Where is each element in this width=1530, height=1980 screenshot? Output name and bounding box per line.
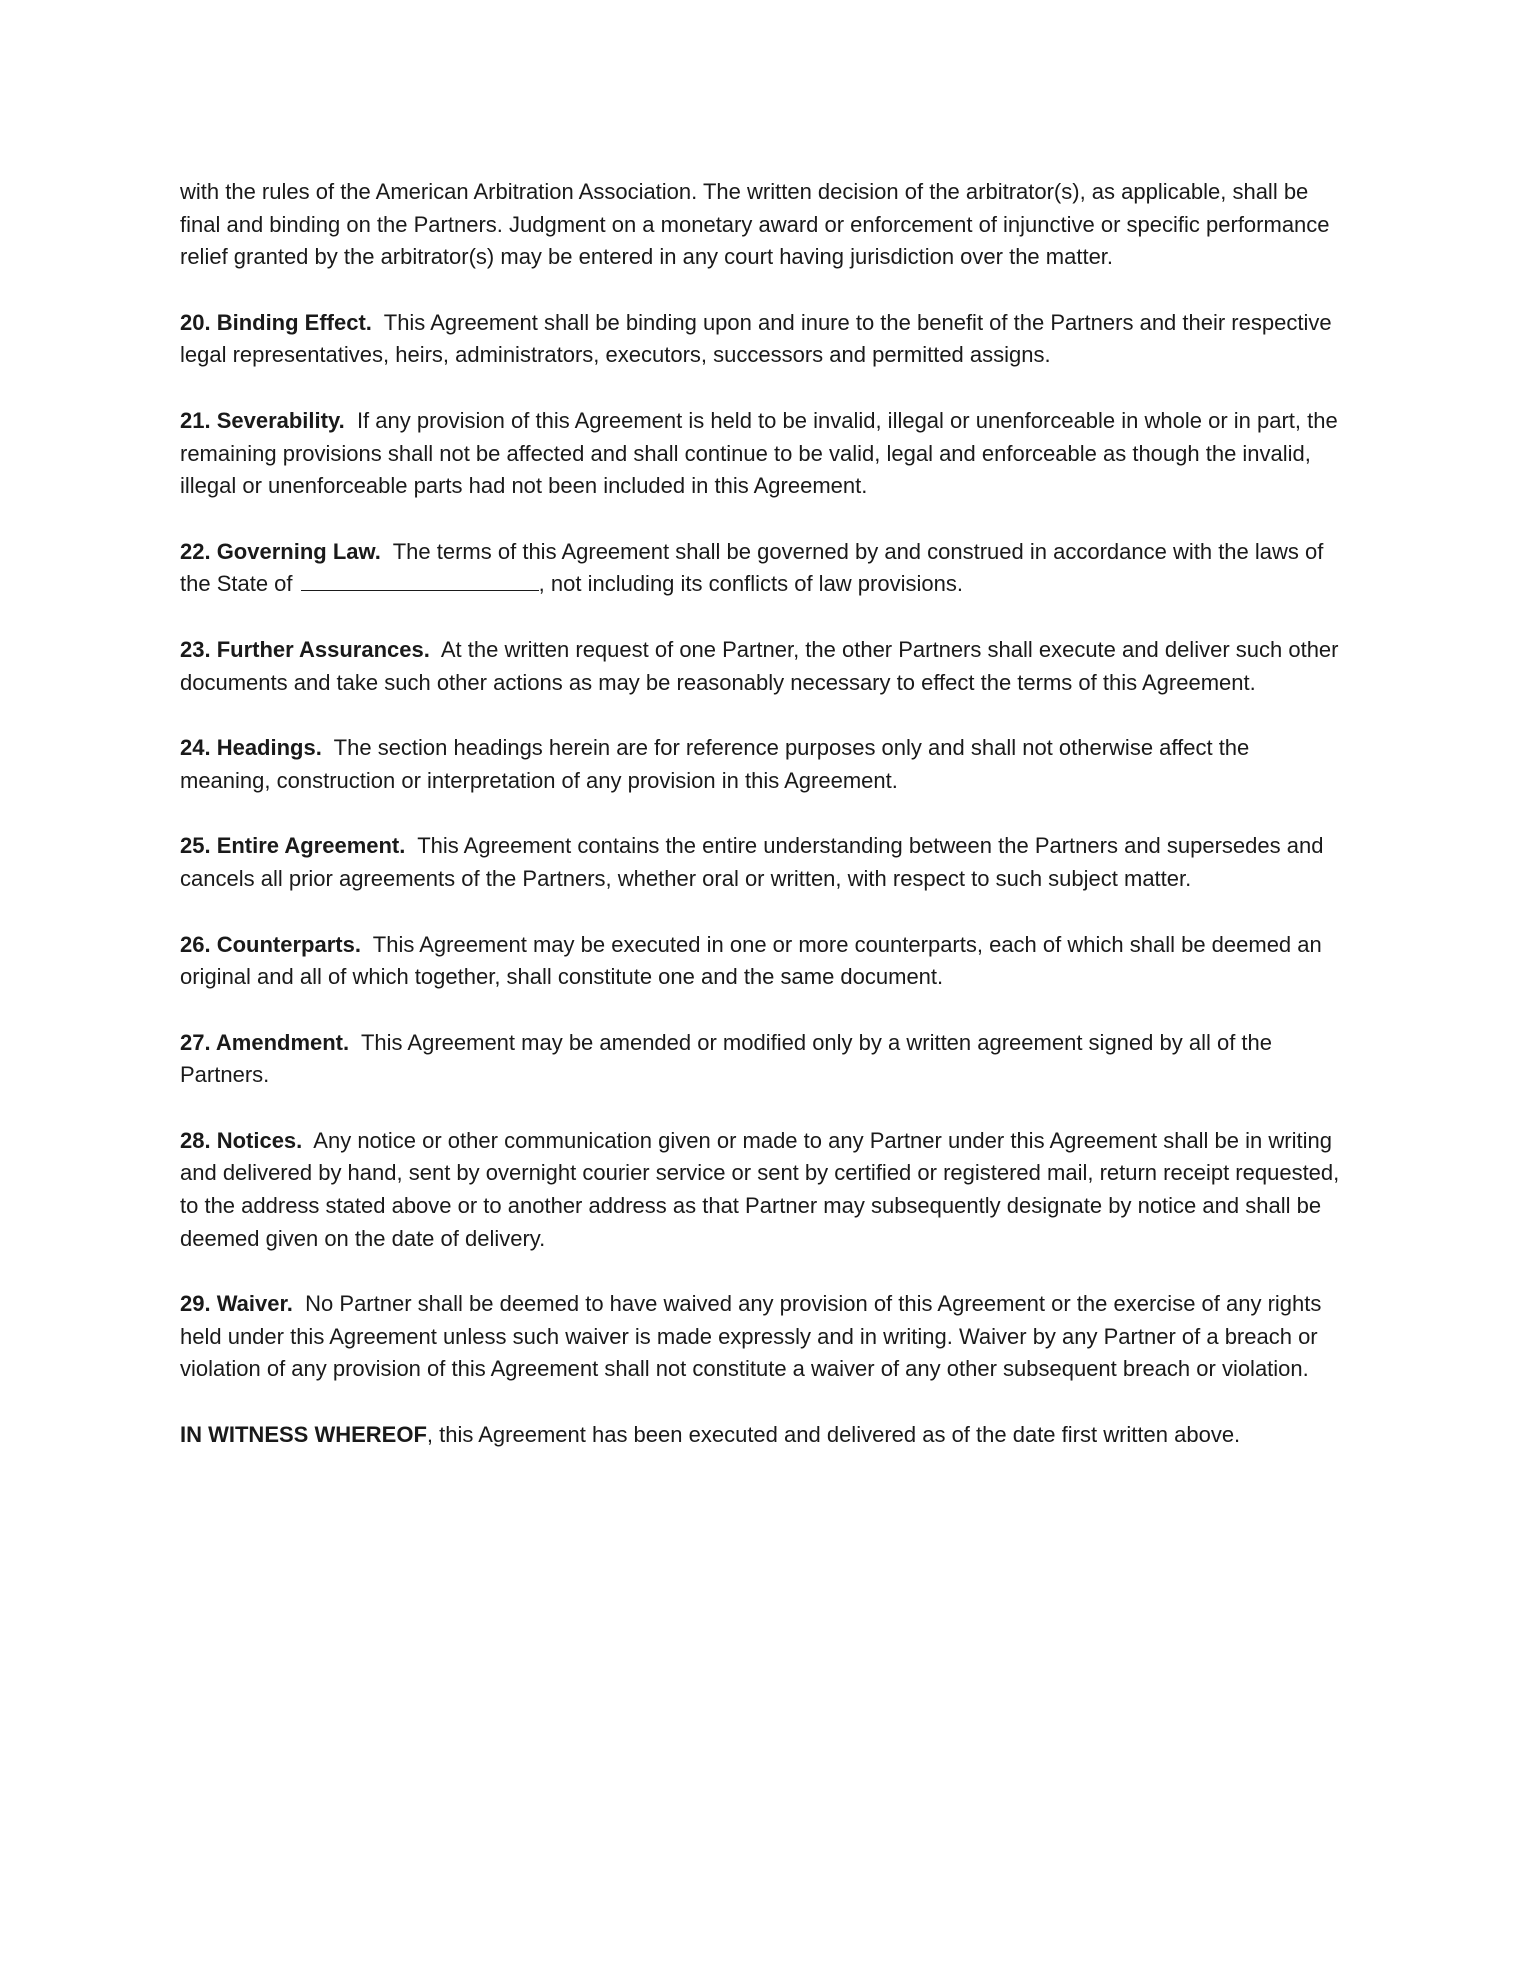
arbitration-continuation: with the rules of the American Arbitration Association. The written decision of the arbitrator(s), as applicable, shall be final and binding on the Partners. Judgment on a monetary award or enforcement of injunctive or specific performance relief granted by the arbitrator(s) may be entered in any court having jurisdiction over the matter. — [180, 179, 1330, 270]
section-body: No Partner shall be deemed to have waived any provision of this Agreement or the exercise of any rights held under this Agreement unless such waiver is made expressly and in writing. Waiver by any Partner of a breach or violation of any provision of this Agreement shall not constitute a waiver of any other subsequent breach or violation. — [180, 1291, 1322, 1382]
section-notices — [180, 1125, 1345, 1255]
section-severability — [180, 405, 1345, 503]
section-heading: 21. Severability. — [180, 407, 345, 433]
section-headings — [180, 732, 1345, 797]
section-body: The section headings herein are for reference purposes only and shall not otherwise affect the meaning, construction or interpretation of any provision in this Agreement. — [180, 735, 1250, 793]
witness-clause — [180, 1419, 1345, 1452]
section-further-assurances — [180, 634, 1345, 699]
section-heading: 28. Notices. — [180, 1127, 303, 1153]
section-heading: 25. Entire Agreement. — [180, 833, 406, 859]
section-governing-law — [180, 536, 1345, 601]
section-body: At the written request of one Partner, the other Partners shall execute and deliver such other documents and take such other actions as may be reasonably necessary to effect the terms of this Agreement. — [180, 636, 1339, 695]
section-body: Any notice or other communication given or made to any Partner under this Agreement shall be in writing and delivered by hand, sent by overnight courier service or sent by certified or registered mail, return receipt requested, to the address stated above or to another address as that Partner may subsequently designate by notice and shall be deemed given on the date of delivery. — [180, 1127, 1340, 1251]
section-entire-agreement — [180, 830, 1345, 895]
section-body: The terms of this Agreement shall be governed by and construed in accordance with the laws of the State of — [180, 538, 1324, 597]
section-body: This Agreement may be executed in one or more counterparts, each of which shall be deemed an original and all of which together, shall constitute one and the same document. — [180, 931, 1322, 990]
section-binding-effect — [180, 307, 1345, 372]
section-heading: 27. Amendment. — [180, 1029, 350, 1055]
section-counterparts — [180, 929, 1345, 994]
section-waiver — [180, 1288, 1345, 1386]
section-heading: 24. Headings. — [180, 735, 322, 761]
section-heading: 20. Binding Effect. — [180, 309, 372, 335]
section-body: If any provision of this Agreement is held to be invalid, illegal or unenforceable in whole or in part, the remaining provisions shall not be affected and shall continue to be valid, legal and enforceable as though the invalid, illegal or unenforceable parts had not been included in this Agreement. — [180, 407, 1338, 499]
state-blank-line — [301, 570, 539, 591]
document-page — [180, 176, 1345, 1485]
section-heading: 22. Governing Law. — [180, 538, 381, 564]
witness-body: , this Agreement has been executed and delivered as of the date first written above. — [426, 1422, 1241, 1448]
section-amendment — [180, 1027, 1345, 1092]
section-heading: 23. Further Assurances. — [180, 636, 430, 662]
section-body: This Agreement may be amended or modified only by a written agreement signed by all of the Partners. — [180, 1029, 1273, 1088]
section-heading: 29. Waiver. — [180, 1291, 293, 1317]
section-body: This Agreement contains the entire understanding between the Partners and supersedes and cancels all prior agreements of the Partners, whether oral or written, with respect to such subject matter. — [180, 833, 1324, 891]
witness-heading: IN WITNESS WHEREOF — [180, 1422, 427, 1448]
section-heading: 26. Counterparts. — [180, 931, 361, 957]
section-body: This Agreement shall be binding upon and inure to the benefit of the Partners and their respective legal representatives, heirs, administrators, executors, successors and permitted assigns. — [180, 309, 1332, 368]
section-body-continued: , not including its conflicts of law provisions. — [538, 571, 963, 597]
